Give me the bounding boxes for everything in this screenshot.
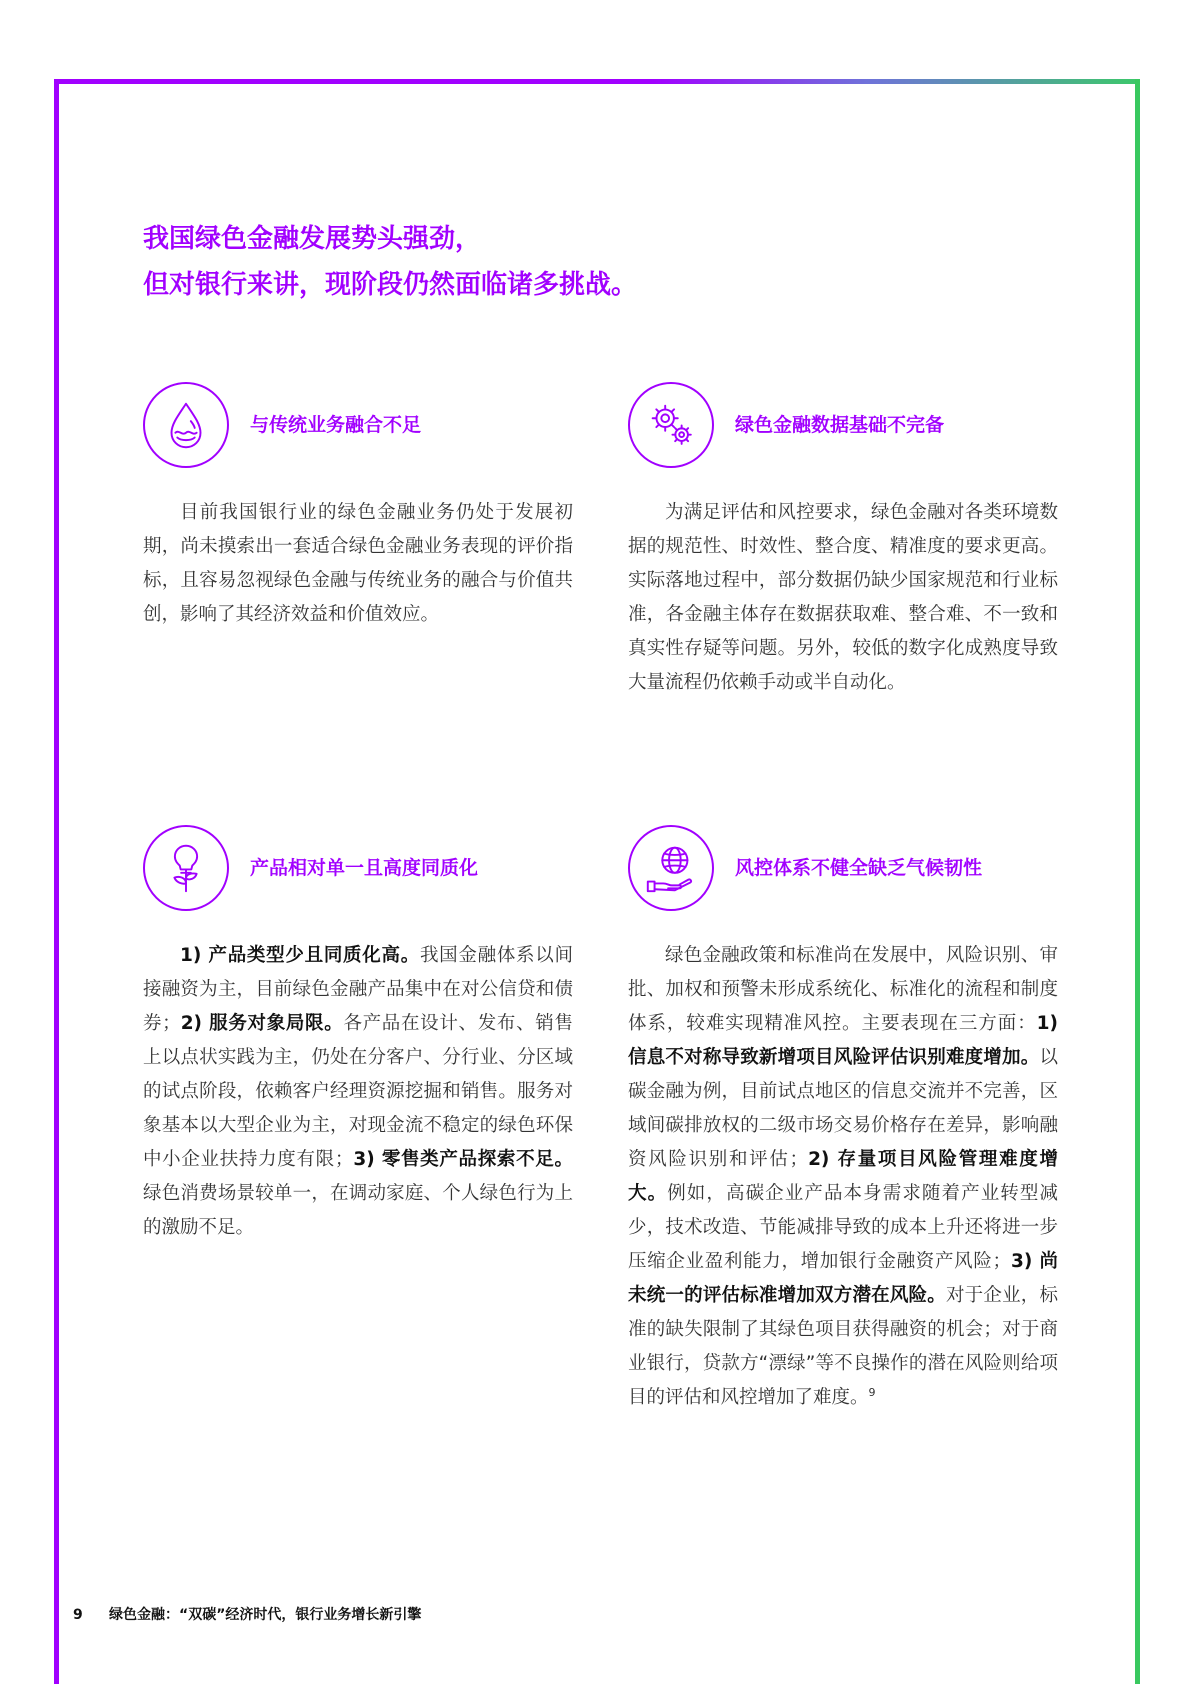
section-data-foundation (628, 382, 1058, 700)
section-products (143, 825, 573, 1245)
section-body: 目前我国银行业的绿色金融业务仍处于发展初期，尚未摸索出一套适合绿色金融业务表现的评价指标，且容易忽视绿色金融与传统业务的融合与价值共创，影响了其经济效益和价值效应。 (143, 502, 573, 625)
section-title: 风控体系不健全缺乏气候韧性 (735, 857, 983, 879)
section-title: 绿色金融数据基础不完备 (735, 414, 945, 436)
section-risk-control (628, 825, 1058, 1415)
lightbulb-plant-icon (143, 825, 229, 911)
page-number: 9 (73, 1607, 83, 1623)
section-body: 为满足评估和风控要求，绿色金融对各类环境数据的规范性、时效性、整合度、精准度的要求更高。实际落地过程中，部分数据仍缺少国家规范和行业标准，各金融主体存在数据获取难、整合难、不一致和真实性存疑等问题。另外，较低的数字化成熟度导致大量流程仍依赖手动或半自动化。 (628, 502, 1058, 693)
gears-icon (628, 382, 714, 468)
page-frame-top (54, 79, 1140, 84)
headline-line-1: 我国绿色金融发展势头强劲， (143, 224, 482, 254)
section-title: 产品相对单一且高度同质化 (250, 857, 479, 879)
page-frame-right (1135, 79, 1140, 1684)
footnote-marker: 9 (868, 1385, 876, 1399)
globe-hand-icon (628, 825, 714, 911)
section-integration (143, 382, 573, 632)
page-frame-left (54, 79, 59, 1684)
water-drop-icon (143, 382, 229, 468)
page-footer (73, 1605, 421, 1625)
page-headline (143, 216, 1043, 308)
section-title: 与传统业务融合不足 (250, 414, 422, 436)
headline-line-2: 但对银行来讲，现阶段仍然面临诸多挑战。 (143, 270, 638, 300)
section-body: 绿色金融政策和标准尚在发展中，风险识别、审批、加权和预警未形成系统化、标准化的流程和制度体系，较难实现精准风控。主要表现在三方面：1) 信息不对称导致新增项目风险评估识别难度增加。以碳金融为例，目前试点地区的信息交流并不完善，区域间碳排放权的二级市场交易价格存在差异，影响融资风险识别和评估；2) 存量项目风险管理难度增大。例如，高碳企业产品本身需求随着产业转型减少，技术改造、节能减排导致的成本上升还将进一步压缩企业盈利能力，增加银行金融资产风险；3) 尚未统一的评估标准增加双方潜在风险。对于企业，标准的缺失限制了其绿色项目获得融资的机会；对于商业银行，贷款方“漂绿”等不良操作的潜在风险则给项目的评估和风控增加了难度。$^9$ (628, 945, 1058, 1408)
section-body: 1) 产品类型少且同质化高。我国金融体系以间接融资为主，目前绿色金融产品集中在对公信贷和债券；2) 服务对象局限。各产品在设计、发布、销售上以点状实践为主，仍处在分客户、分行业、分区域的试点阶段，依赖客户经理资源挖掘和销售。服务对象基本以大型企业为主，对现金流不稳定的绿色环保中小企业扶持力度有限；3) 零售类产品探索不足。绿色消费场景较单一，在调动家庭、个人绿色行为上的激励不足。 (143, 945, 573, 1238)
footer-title: 绿色金融：“双碳”经济时代，银行业务增长新引擎 (109, 1607, 422, 1623)
